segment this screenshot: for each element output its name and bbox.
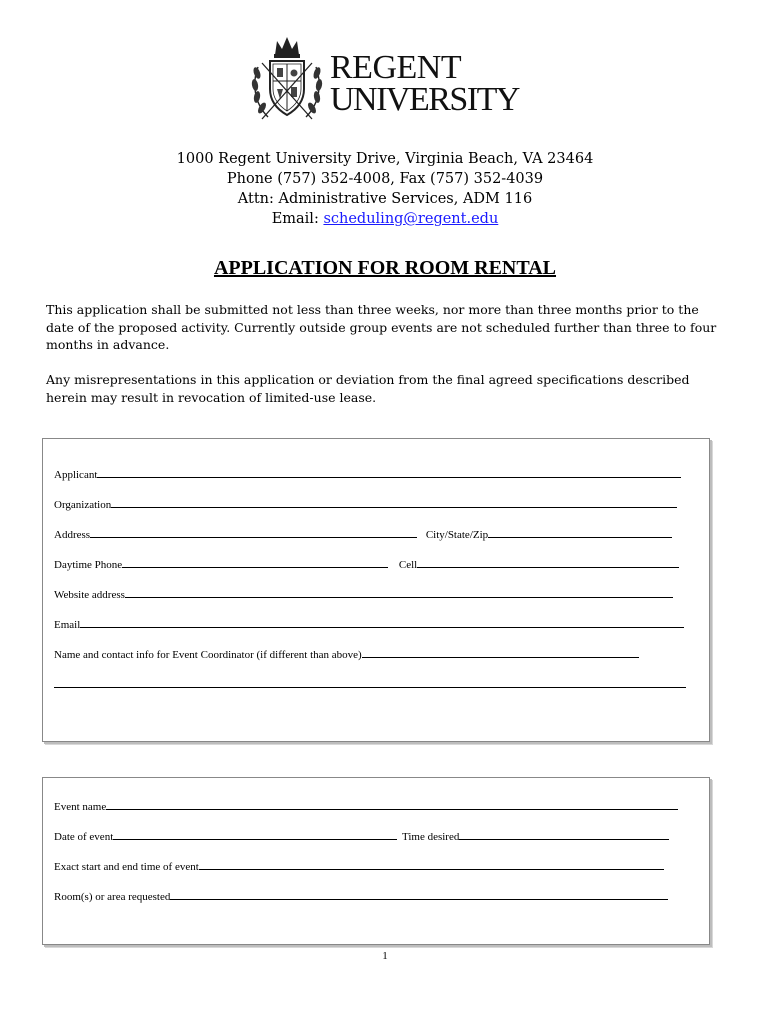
date-of-event-label: Date of event (54, 831, 114, 843)
start-end-field[interactable] (199, 859, 664, 870)
website-field[interactable] (125, 587, 673, 598)
city-state-zip-field[interactable] (488, 527, 672, 538)
daytime-phone-label: Daytime Phone (54, 559, 123, 571)
page-title: APPLICATION FOR ROOM RENTAL (213, 257, 557, 279)
applicant-field[interactable] (97, 467, 681, 478)
contact-phone: Phone (757) 352-4008, Fax (757) 352-4039 (226, 171, 544, 187)
event-name-label: Event name (54, 801, 107, 813)
logo-line-regent: REGENT (330, 49, 462, 86)
time-desired-field[interactable] (459, 829, 669, 840)
applicant-row (54, 467, 681, 482)
contact-address: 1000 Regent University Drive, Virginia Beach, VA 23464 (176, 151, 594, 167)
page-number: 1 (382, 950, 388, 962)
organization-label: Organization (54, 499, 112, 511)
cell-label: Cell (398, 559, 418, 571)
start-end-label: Exact start and end time of event (54, 861, 199, 873)
organization-field[interactable] (111, 497, 677, 508)
contact-email-row (0, 209, 770, 229)
cell-field[interactable] (417, 557, 679, 568)
website-row (54, 587, 673, 602)
rooms-label: Room(s) or area requested (54, 891, 171, 903)
email-label: Email: (271, 211, 324, 227)
organization-row (54, 497, 677, 512)
time-desired-label: Time desired (402, 831, 460, 843)
applicant-label: Applicant (54, 469, 98, 481)
contact-block (0, 149, 770, 229)
daytime-phone-field[interactable] (122, 557, 388, 568)
coordinator-field[interactable] (362, 647, 639, 658)
coordinator-extra-row (54, 677, 686, 692)
address-label: Address (54, 529, 91, 541)
rooms-field[interactable] (170, 889, 668, 900)
address-row (54, 527, 672, 542)
misrepresentation-policy-text: Any misrepresentations in this application or deviation from the final agreed specifications described herein may result in revocation of limited-use lease. (46, 372, 690, 405)
website-label: Website address (54, 589, 125, 601)
contact-attn: Attn: Administrative Services, ADM 116 (237, 191, 533, 207)
submission-policy-text: This application shall be submitted not less than three weeks, nor more than three months prior to the date of the proposed activity. Currently outside group events are not scheduled further than three to four months in advance. (46, 302, 717, 352)
date-time-row (54, 829, 669, 844)
coordinator-row (54, 647, 639, 662)
university-crest-icon (248, 33, 326, 125)
event-name-field[interactable] (106, 799, 678, 810)
event-info-box (42, 777, 710, 945)
rooms-row (54, 889, 668, 904)
email-row (54, 617, 684, 632)
email-field-label: Email (54, 619, 81, 631)
logo-line-university: UNIVERSITY (330, 81, 519, 118)
phone-row (54, 557, 679, 572)
coordinator-extra-field[interactable] (54, 677, 686, 688)
regent-university-logo (248, 33, 528, 128)
event-name-row (54, 799, 678, 814)
email-link[interactable]: scheduling@regent.edu (323, 211, 499, 227)
applicant-info-box (42, 438, 710, 742)
email-field[interactable] (80, 617, 684, 628)
wordmark (330, 51, 519, 117)
date-of-event-field[interactable] (113, 829, 397, 840)
start-end-row (54, 859, 664, 874)
address-field[interactable] (90, 527, 417, 538)
city-state-zip-label: City/State/Zip (425, 529, 489, 541)
coordinator-label: Name and contact info for Event Coordinator (if different than above) (54, 649, 362, 661)
